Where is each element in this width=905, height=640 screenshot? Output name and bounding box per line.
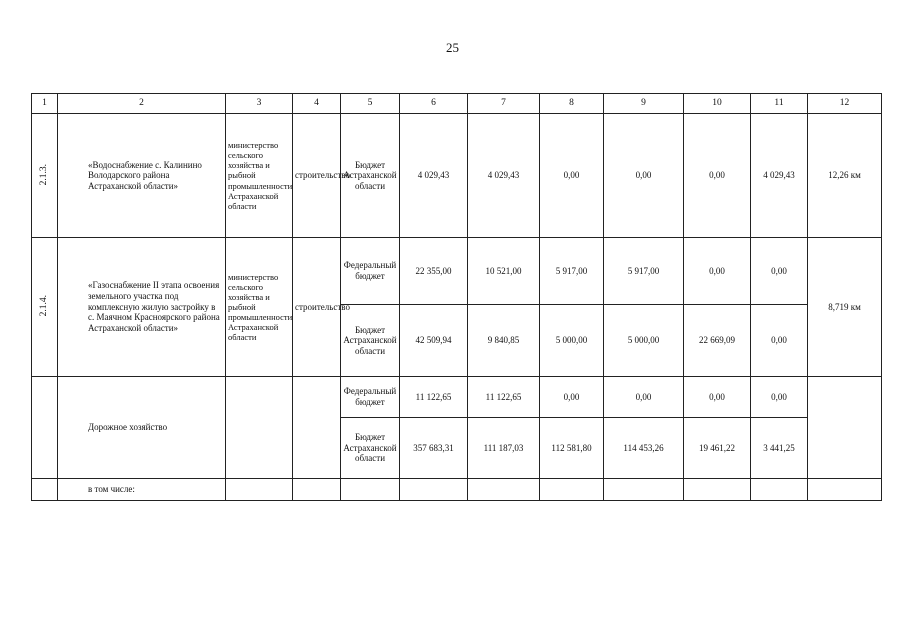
- header-cell: 6: [400, 94, 468, 114]
- row-number: 2.1.3.: [38, 163, 49, 185]
- header-cell: 7: [468, 94, 540, 114]
- value-cell: 19 461,22: [684, 418, 751, 479]
- funding-source: Бюджет Астраханской области: [341, 114, 400, 238]
- value-cell: 9 840,85: [468, 305, 540, 377]
- funding-source: Бюджет Астраханской области: [341, 418, 400, 479]
- value-cell: 4 029,43: [751, 114, 808, 238]
- value-cell: 0,00: [751, 305, 808, 377]
- value-cell: 42 509,94: [400, 305, 468, 377]
- header-cell: 4: [293, 94, 341, 114]
- value-cell: 0,00: [540, 377, 604, 418]
- work-type: строительство: [293, 238, 341, 377]
- value-cell: 114 453,26: [604, 418, 684, 479]
- value-cell: 357 683,31: [400, 418, 468, 479]
- value-cell: 5 000,00: [604, 305, 684, 377]
- value-cell: 5 917,00: [540, 238, 604, 305]
- header-cell: 1: [32, 94, 58, 114]
- value-cell: 4 029,43: [468, 114, 540, 238]
- capacity-cell: 8,719 км: [808, 238, 882, 377]
- value-cell: 4 029,43: [400, 114, 468, 238]
- value-cell: 0,00: [684, 114, 751, 238]
- table-header-row: [32, 94, 882, 114]
- table-row: [32, 377, 882, 418]
- value-cell: 22 355,00: [400, 238, 468, 305]
- value-cell: 10 521,00: [468, 238, 540, 305]
- work-type: строительство: [293, 114, 341, 238]
- funding-source: Федеральный бюджет: [341, 238, 400, 305]
- value-cell: 112 581,80: [540, 418, 604, 479]
- value-cell: 5 917,00: [604, 238, 684, 305]
- funding-source: Бюджет Астраханской области: [341, 305, 400, 377]
- table-row: [32, 114, 882, 238]
- header-cell: 5: [341, 94, 400, 114]
- value-cell: 0,00: [684, 238, 751, 305]
- section-name: в том числе:: [58, 479, 226, 501]
- value-cell: 0,00: [751, 238, 808, 305]
- value-cell: 0,00: [540, 114, 604, 238]
- page-number: 25: [446, 40, 459, 55]
- executor: министерство сельского хозяйства и рыбной промышленности Астраханской области: [226, 238, 293, 377]
- header-cell: 10: [684, 94, 751, 114]
- value-cell: 11 122,65: [400, 377, 468, 418]
- budget-table: [31, 93, 882, 501]
- table-row: [32, 479, 882, 501]
- header-cell: 2: [58, 94, 226, 114]
- header-cell: 12: [808, 94, 882, 114]
- value-cell: 11 122,65: [468, 377, 540, 418]
- value-cell: 3 441,25: [751, 418, 808, 479]
- executor: министерство сельского хозяйства и рыбной промышленности Астраханской области: [226, 114, 293, 238]
- value-cell: 0,00: [751, 377, 808, 418]
- value-cell: 22 669,09: [684, 305, 751, 377]
- table-row: [32, 238, 882, 305]
- project-name: «Водоснабжение с. Калинино Володарского района Астраханской области»: [58, 114, 226, 238]
- project-name: «Газоснабжение II этапа освоения земельного участка под комплексную жилую застройку в с. Маячном Красноярского района Астраханской области»: [58, 238, 226, 377]
- value-cell: 5 000,00: [540, 305, 604, 377]
- header-cell: 8: [540, 94, 604, 114]
- capacity-cell: 12,26 км: [808, 114, 882, 238]
- header-cell: 11: [751, 94, 808, 114]
- header-cell: 3: [226, 94, 293, 114]
- value-cell: 0,00: [604, 114, 684, 238]
- row-number: 2.1.4.: [38, 295, 49, 317]
- funding-source: Федеральный бюджет: [341, 377, 400, 418]
- value-cell: 0,00: [684, 377, 751, 418]
- value-cell: 0,00: [604, 377, 684, 418]
- section-name: Дорожное хозяйство: [58, 377, 226, 479]
- value-cell: 111 187,03: [468, 418, 540, 479]
- header-cell: 9: [604, 94, 684, 114]
